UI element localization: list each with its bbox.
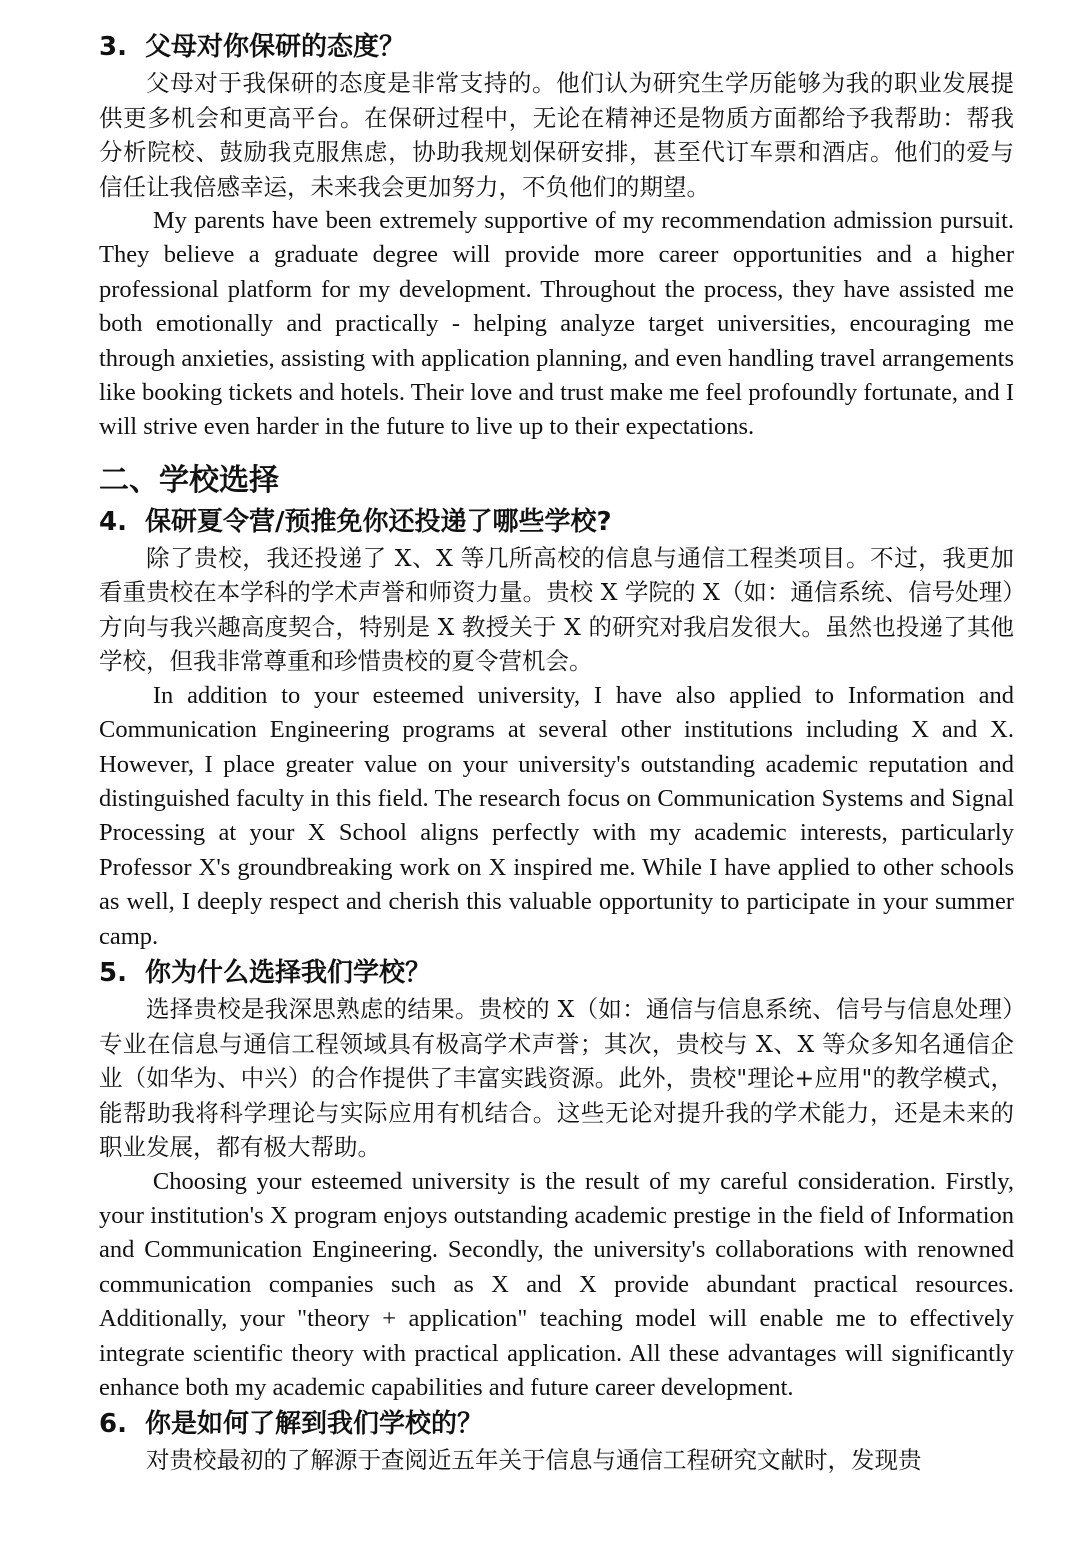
question-4-heading xyxy=(99,503,1014,541)
question-number: 4. xyxy=(99,506,127,537)
question-title: 你是如何了解到我们学校的？ xyxy=(145,1409,484,1440)
question-number: 5. xyxy=(99,958,127,989)
question-6-heading xyxy=(99,1405,1014,1443)
question-title: 父母对你保研的态度？ xyxy=(145,32,406,62)
question-4-answer-chinese: 除了贵校，我还投递了 X、X 等几所高校的信息与通信工程类项目。不过，我更加看重贵校在本学科的学术声誉和师资力量。贵校 X 学院的 X（如：通信系统、信号处理）方向与我兴趣高度契合，特别是 X 教授关于 X 的研究对我启发很大。虽然也投递了其他学校，但我非常尊重和珍惜贵校的夏令营机会。 xyxy=(99,543,1014,676)
question-5-heading xyxy=(99,954,1014,992)
question-5-answer-english: Choosing your esteemed university is the result of my careful consideration. Firstly, your institution's X program enjoys outstanding academic prestige in the field of Information and Communication Engineering. Secondly, the university's collaborations with renowned communication companies such as X and X provide abundant practical resources. Additionally, your "theory + application" teaching model will enable me to effectively integrate scientific theory with practical application. All these advantages will significantly enhance both my academic capabilities and future career development. xyxy=(99,1167,1014,1402)
question-number: 3. xyxy=(99,32,127,62)
section-heading-school-choice: 二、学校选择 xyxy=(99,462,279,498)
question-3-heading xyxy=(99,28,1014,66)
question-6-answer-chinese: 对贵校最初的了解源于查阅近五年关于信息与通信工程研究文献时，发现贵 xyxy=(146,1446,922,1475)
question-3-answer-english: My parents have been extremely supportive of my recommendation admission pursuit. They believe a graduate degree will provide more career opportunities and a higher professional platform for my development. Throughout the process, they have assisted me both emotionally and practically - helping analyze target universities, encouraging me through anxieties, assisting with application planning, and even handling travel arrangements like booking tickets and hotels. Their love and trust make me feel profoundly fortunate, and I will strive even harder in the future to live up to their expectations. xyxy=(99,207,1014,441)
question-4-answer-english: In addition to your esteemed university, I have also applied to Information and Communication Engineering programs at several other institutions including X and X. However, I place greater value on your university's outstanding academic reputation and distinguished faculty in this field. The research focus on Communication Systems and Signal Processing at your X School aligns perfectly with my academic interests, particularly Professor X's groundbreaking work on X inspired me. While I have applied to other schools as well, I deeply respect and cherish this valuable opportunity to participate in your summer camp. xyxy=(99,681,1014,950)
question-number: 6. xyxy=(99,1409,127,1440)
question-title: 保研夏令营/预推免你还投递了哪些学校? xyxy=(145,506,612,537)
question-title: 你为什么选择我们学校？ xyxy=(145,958,432,989)
question-5-answer-chinese: 选择贵校是我深思熟虑的结果。贵校的 X（如：通信与信息系统、信号与信息处理）专业在信息与通信工程领域具有极高学术声誉；其次，贵校与 X、X 等众多知名通信企业（如华为、中兴）的合作提供了丰富实践资源。此外，贵校"理论+应用"的教学模式，能帮助我将科学理论与实际应用有机结合。这些无论对提升我的学术能力，还是未来的职业发展，都有极大帮助。 xyxy=(99,995,1014,1162)
question-3-answer-chinese: 父母对于我保研的态度是非常支持的。他们认为研究生学历能够为我的职业发展提供更多机会和更高平台。在保研过程中，无论在精神还是物质方面都给予我帮助：帮我分析院校、鼓励我克服焦虑，协助我规划保研安排，甚至代订车票和酒店。他们的爱与信任让我倍感幸运，未来我会更加努力，不负他们的期望。 xyxy=(99,69,1014,201)
